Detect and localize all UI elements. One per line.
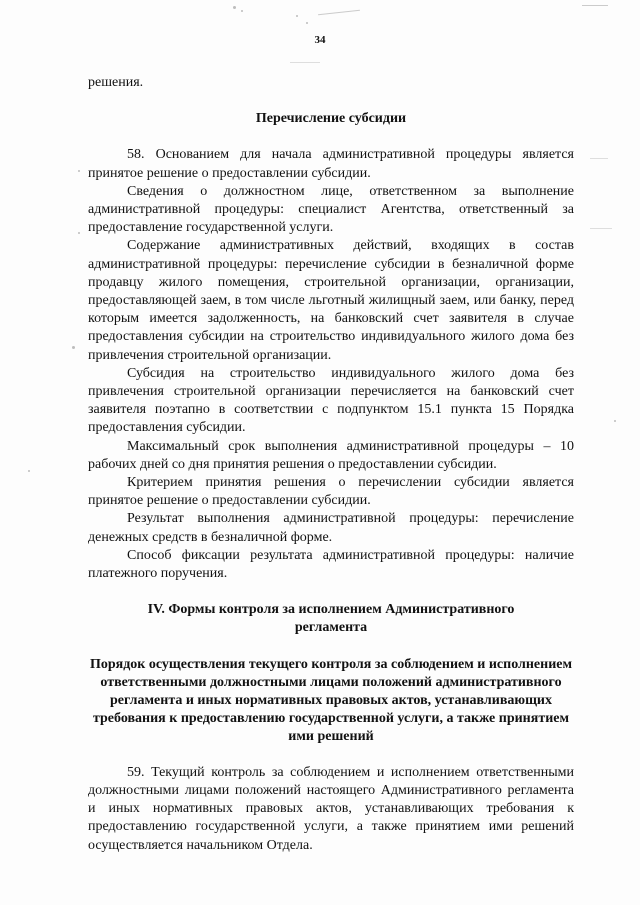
scan-speck <box>241 10 243 12</box>
paragraph-responsible: Сведения о должностном лице, ответственном за выполнение административной процедуры: специалист Агентства, ответственный за предоставление государственной услуги. <box>88 183 574 236</box>
page-number: 34 <box>314 34 326 46</box>
section-heading: Перечисление субсидии <box>255 111 407 127</box>
scan-speck <box>78 232 80 234</box>
chapter-heading: IV. Формы контроля за исполнением Административного регламента <box>147 602 515 636</box>
scan-speck <box>306 22 308 24</box>
paragraph-content: Содержание административных действий, входящих в состав административной процедуры: перечисление субсидии в безналичной форме продавцу жилого помещения, строительной организации, организации, предоставляющей заем, в том числе льготный жилищный заем, или банку, перед которым имеется задолженность, на банковский счет заявителя в случае предоставления субсидии на строительство индивидуального жилого дома без привлечения строительной организации. <box>88 238 574 363</box>
scan-mark <box>590 228 612 229</box>
scan-mark <box>590 158 608 159</box>
paragraph-fixation: Способ фиксации результата административной процедуры: наличие платежного поручения. <box>88 547 574 582</box>
scan-speck <box>614 420 616 422</box>
paragraph-result: Результат выполнения административной процедуры: перечисление денежных средств в безналичной форме. <box>88 511 574 545</box>
paragraph-59: 59. Текущий контроль за соблюдением и исполнением ответственными должностными лицами положений настоящего Административного регламента и иных нормативных правовых актов, устанавливающих требования к предоставлению государственной услуги, а также принятием ими решений осуществляется начальником Отдела. <box>88 764 574 853</box>
document-body <box>88 74 574 855</box>
scan-speck <box>72 346 75 349</box>
control-subheading: Порядок осуществления текущего контроля за соблюдением и исполнением ответственными должностными лицами положений административного регламента и иных нормативных правовых актов, устанавливающих требования к предоставлению государственной услуги, а также принятием ими решений <box>89 656 573 744</box>
scan-speck <box>28 470 30 472</box>
scan-speck <box>233 6 236 9</box>
carryover-text: решения. <box>88 75 144 90</box>
scan-speck <box>78 170 80 172</box>
paragraph-subsidy-construction: Субсидия на строительство индивидуального жилого дома без привлечения строительной организации перечисляется на банковский счет заявителя поэтапно в соответствии с подпунктом 15.1 пункта 15 Порядка предоставления субсидии. <box>88 365 574 436</box>
scan-mark <box>582 5 608 6</box>
paragraph-58: 58. Основанием для начала административной процедуры является принятое решение о предоставлении субсидии. <box>88 147 574 181</box>
scan-mark <box>290 62 320 63</box>
paragraph-criterion: Критерием принятия решения о перечислении субсидии является принятое решение о предоставлении субсидии. <box>88 475 574 509</box>
scan-mark <box>318 10 360 15</box>
scan-speck <box>296 15 298 17</box>
paragraph-max-term: Максимальный срок выполнения административной процедуры – 10 рабочих дней со дня принятия решения о предоставлении субсидии. <box>88 438 574 472</box>
